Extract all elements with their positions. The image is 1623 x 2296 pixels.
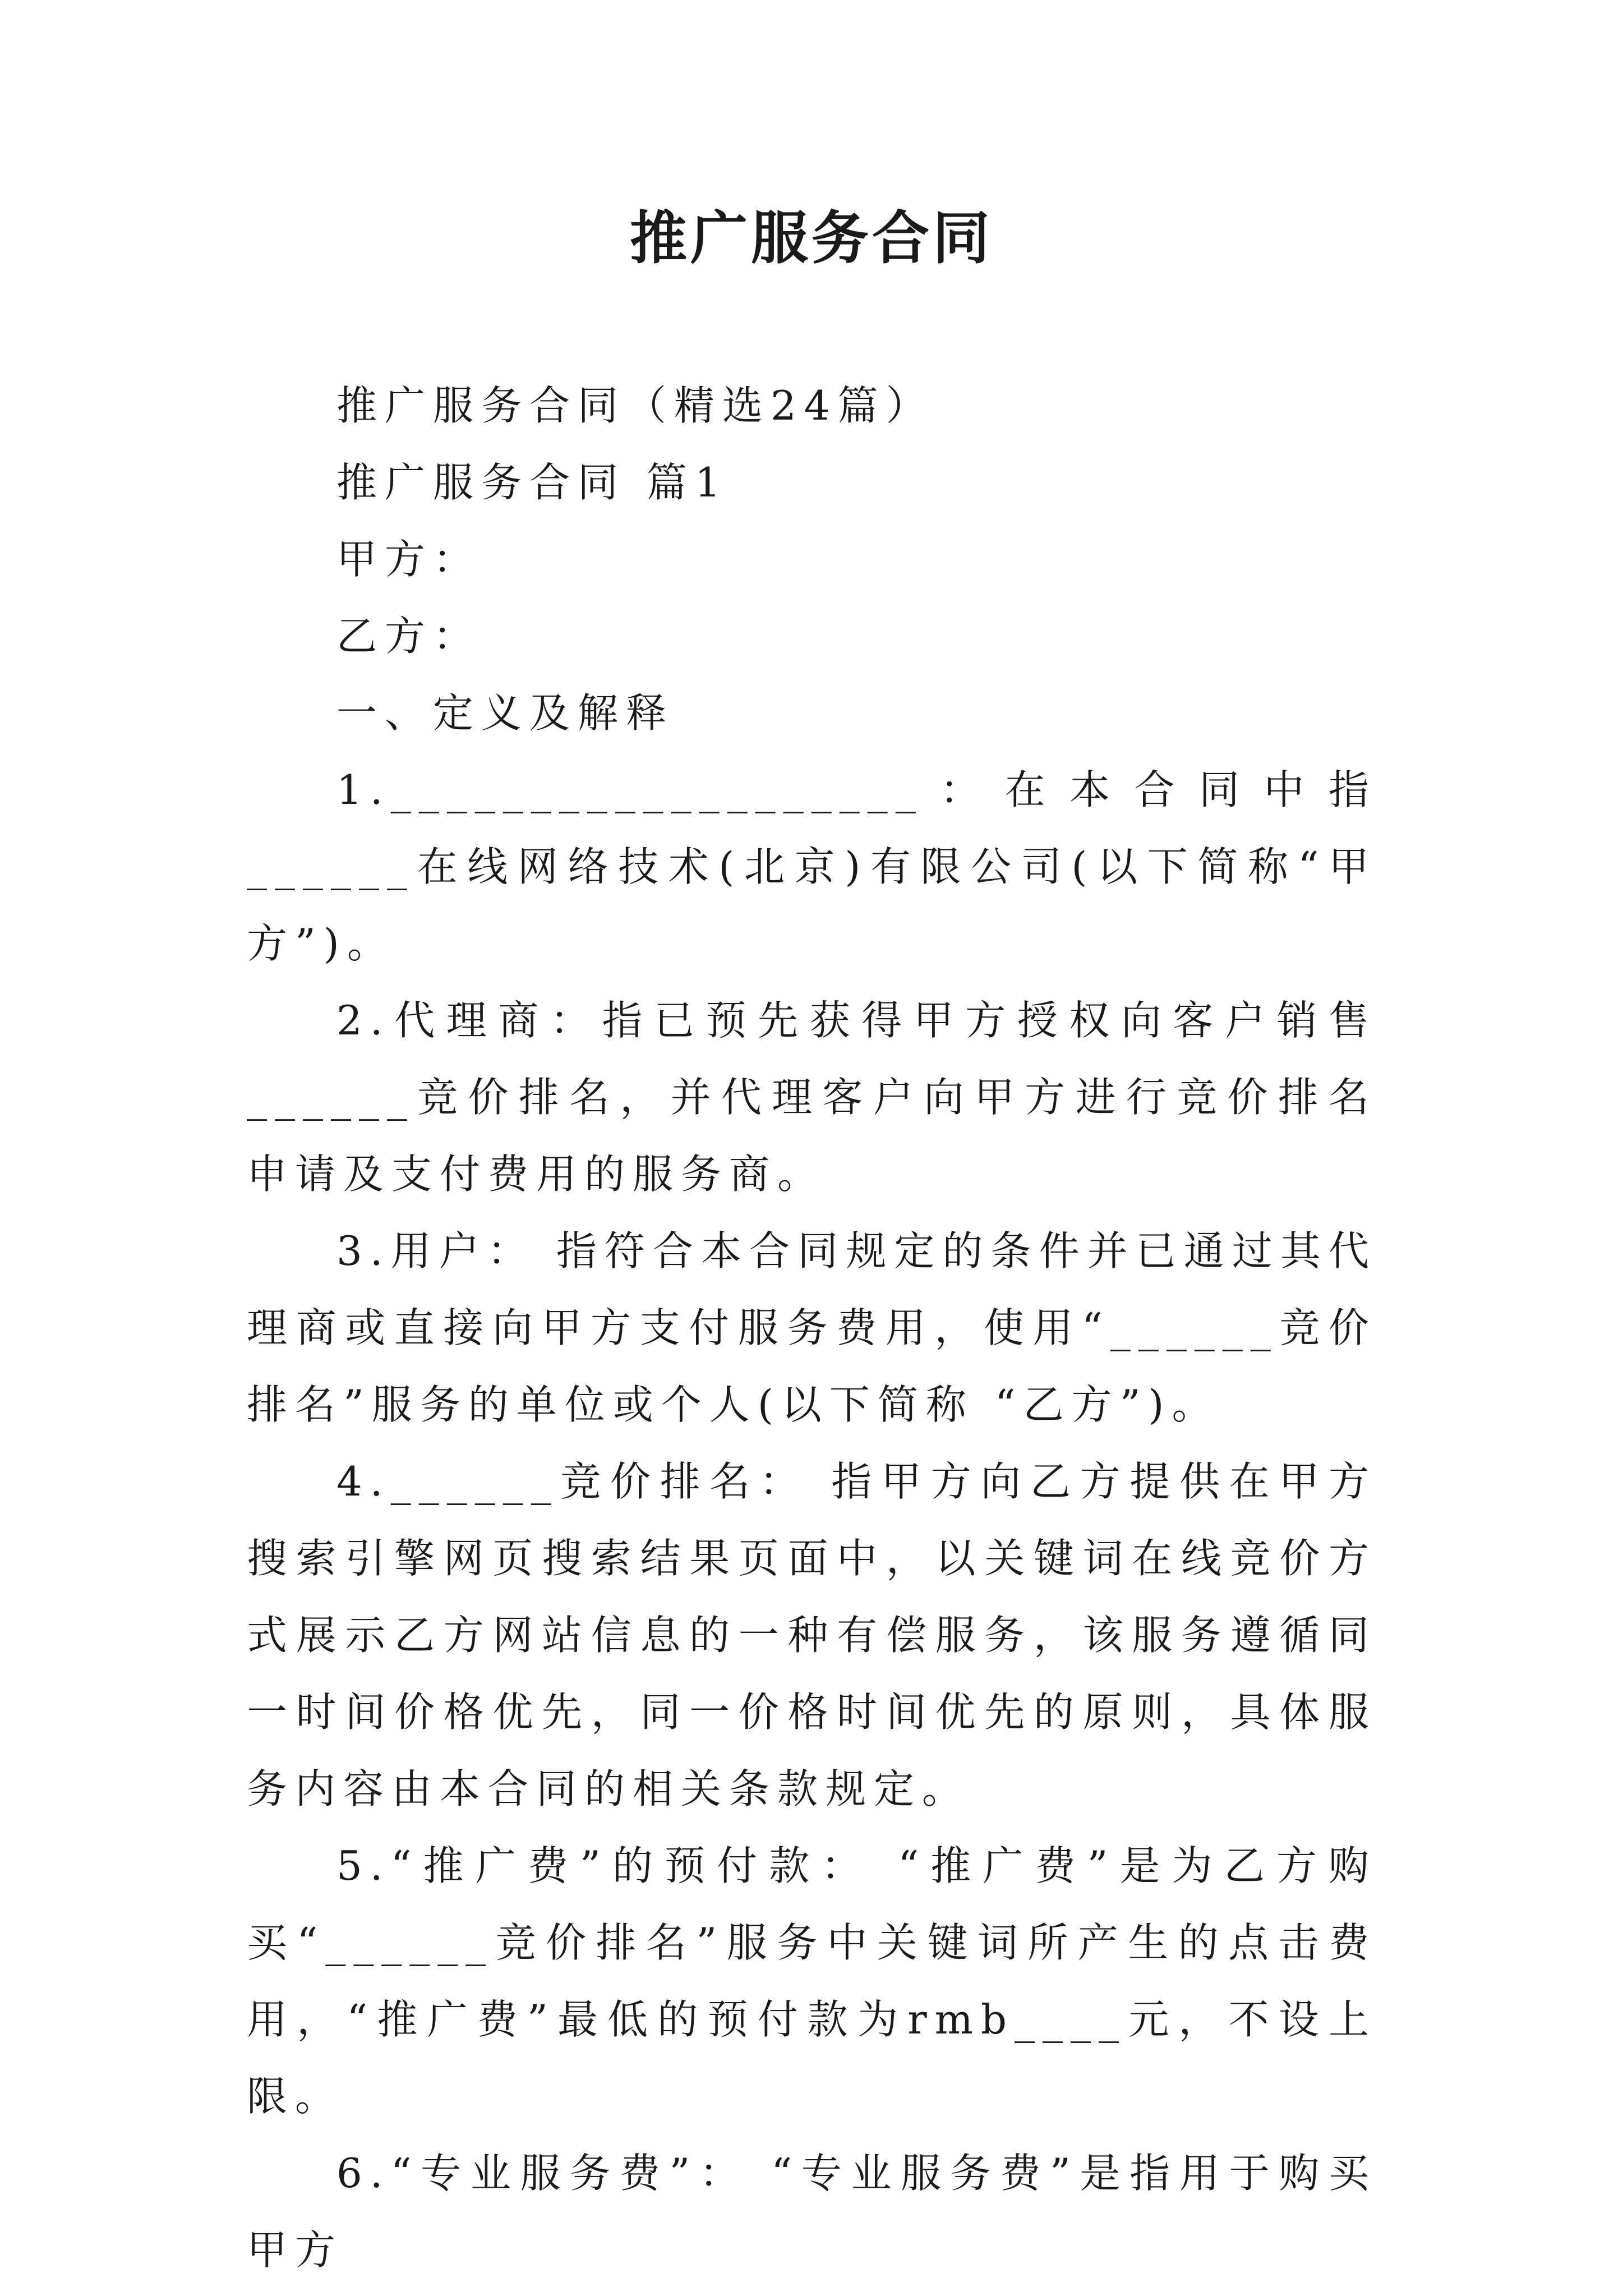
clause-6: 6.“专业服务费”： “专业服务费”是指用于购买甲方: [247, 2150, 1377, 2274]
clause-5: 5.“推广费”的预付款： “推广费”是为乙方购买“______竞价排名”服务中关键词所产生的点击费用，“推广费”最低的预付款为rmb____元，不设上限。: [247, 1842, 1377, 2120]
section-heading: 一、定义及解释: [336, 689, 675, 737]
document-body: [247, 367, 1377, 2289]
clause-4: 4.______竞价排名： 指甲方向乙方提供在甲方搜索引擎网页搜索结果页面中，以关键词在线竞价方式展示乙方网站信息的一种有偿服务，该服务遵循同一时间价格优先，同一价格时间优先的原则，具体服务内容由本合同的相关条款规定。: [247, 1458, 1377, 1812]
clause-2: 2.代理商：指已预先获得甲方授权向客户销售______竞价排名，并代理客户向甲方进行竞价排名申请及支付费用的服务商。: [247, 997, 1377, 1198]
party-a-label: 甲方：: [336, 536, 482, 583]
clause-3: 3.用户： 指符合本合同规定的条件并已通过其代理商或直接向甲方支付服务费用，使用“______竞价排名”服务的单位或个人(以下简称 “乙方”)。: [247, 1227, 1377, 1428]
clause-1: 1.___________________：在本合同中指______在线网络技术(北京)有限公司(以下简称“甲方”)。: [247, 766, 1377, 967]
document-title: 推广服务合同: [630, 205, 993, 272]
document-subtitle: 推广服务合同（精选24篇）: [336, 382, 934, 429]
party-b-label: 乙方：: [336, 613, 482, 660]
article-heading: 推广服务合同 篇1: [336, 459, 728, 506]
